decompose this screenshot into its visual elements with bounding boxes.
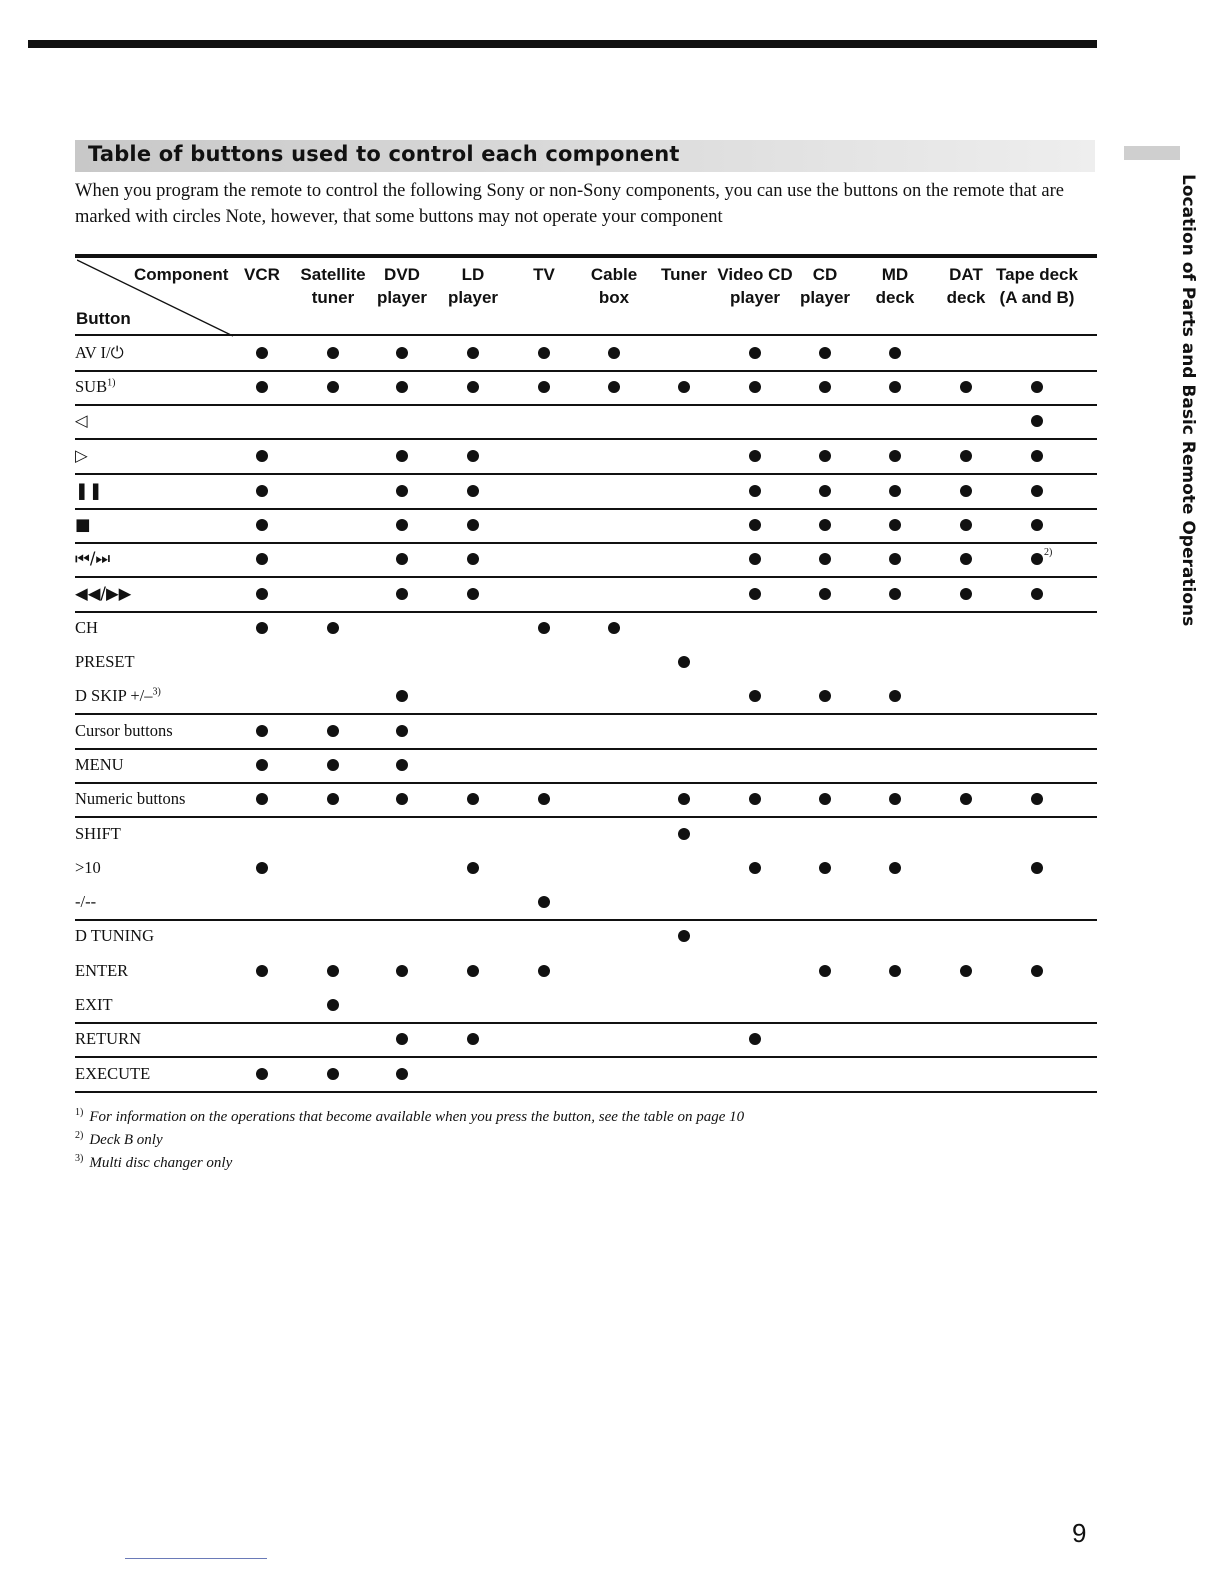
row-label [75,377,115,397]
supported-dot [327,725,339,737]
supported-dot [960,485,972,497]
supported-dot [1031,450,1043,462]
row-label [75,549,110,569]
supported-dot [960,793,972,805]
supported-dot [396,588,408,600]
row-divider [75,816,1097,818]
row-label [75,1064,150,1084]
supported-dot [467,347,479,359]
supported-dot [396,519,408,531]
supported-dot [749,347,761,359]
column-header-line2: player [447,288,499,307]
row-label-text: Cursor buttons [75,721,173,740]
supported-dot [256,347,268,359]
row-label-text: AV I/⏻ [75,343,124,362]
supported-dot [256,519,268,531]
row-label [75,686,161,706]
footnote-reference: 1) [107,377,116,389]
footnote-text: Multi disc changer only [89,1155,233,1171]
supported-dot [749,553,761,565]
row-label [75,481,103,501]
row-label [75,926,154,946]
supported-dot [467,588,479,600]
row-label [75,824,121,844]
supported-dot [1031,793,1043,805]
supported-dot [1031,862,1043,874]
supported-dot [467,485,479,497]
supported-dot [960,519,972,531]
row-divider [75,576,1097,578]
pause-icon: ❚❚ [75,481,103,500]
supported-dot [467,381,479,393]
supported-dot [396,965,408,977]
row-label [75,446,88,466]
page-number: 9 [1072,1518,1087,1548]
row-divider [75,473,1097,475]
column-header-line2: deck [946,288,986,307]
column-header-dat [947,263,986,309]
column-header-tuner [661,263,707,286]
supported-dot [467,450,479,462]
column-header-line1: DAT [949,265,983,284]
bottom-rule [125,1558,267,1559]
row-label-text: Numeric buttons [75,789,186,808]
supported-dot [749,862,761,874]
row-label [75,721,173,741]
supported-dot [749,690,761,702]
supported-dot [1031,381,1043,393]
row-label [75,755,124,775]
supported-dot [819,965,831,977]
supported-dot [327,347,339,359]
supported-dot [819,793,831,805]
column-header-md [876,263,915,309]
supported-dot [749,588,761,600]
supported-dot [889,965,901,977]
section-title: Table of buttons used to control each component [88,142,680,166]
supported-dot [538,965,550,977]
supported-dot [678,930,690,942]
row-label [75,652,135,672]
header-divider [75,334,1097,336]
row-divider [75,713,1097,715]
row-label [75,995,113,1015]
supported-dot [256,553,268,565]
column-header-line1: TV [533,265,555,284]
row-label [75,789,185,809]
supported-dot [467,965,479,977]
supported-dot [256,759,268,771]
supported-dot [327,793,339,805]
supported-dot [1031,519,1043,531]
supported-dot [327,622,339,634]
supported-dot [889,690,901,702]
row-divider [75,782,1097,784]
supported-dot [678,793,690,805]
supported-dot [889,553,901,565]
column-header-line1: CD [812,265,838,284]
supported-dot [327,381,339,393]
footnote-number: 2) [75,1130,84,1141]
supported-dot [538,896,550,908]
column-header-line1: Tape deck [996,265,1078,284]
column-header-vcd [717,263,792,309]
column-header-cd [800,263,850,309]
skip-icon: ⏮/⏭ [75,549,111,568]
supported-dot [396,1033,408,1045]
supported-dot [396,725,408,737]
corner-button-label: Button [76,309,131,328]
row-label-text: >10 [75,858,101,877]
supported-dot [327,1068,339,1080]
row-divider [75,1022,1097,1024]
row-label-text: RETURN [75,1029,141,1048]
supported-dot [256,381,268,393]
footnote-item [75,1102,744,1128]
supported-dot [256,622,268,634]
footnote-number: 1) [75,1107,84,1118]
play-triangle-icon: ▷ [75,446,88,465]
side-tab-marker [1124,146,1180,160]
supported-dot [538,381,550,393]
column-header-line2: box [598,288,630,307]
supported-dot [396,1068,408,1080]
row-label-text: SUB [75,377,108,396]
row-label [75,343,124,363]
supported-dot [819,690,831,702]
column-header-line1: VCR [244,265,280,284]
fast-forward-rewind-icon: ◀◀/▶▶ [75,584,132,603]
supported-dot [889,450,901,462]
supported-dot [749,1033,761,1045]
row-label-text: D SKIP +/– [75,686,153,705]
supported-dot [467,519,479,531]
footnote-reference: 3) [152,686,161,698]
column-header-line2: player [376,288,428,307]
row-label [75,411,88,431]
supported-dot [960,588,972,600]
supported-dot [256,588,268,600]
supported-dot [396,759,408,771]
supported-dot [889,519,901,531]
supported-dot [1031,485,1043,497]
top-rule [28,40,1097,48]
supported-dot [538,793,550,805]
supported-dot [256,450,268,462]
row-label [75,858,101,878]
supported-dot [396,347,408,359]
row-label-text: EXECUTE [75,1064,151,1083]
supported-dot [1031,588,1043,600]
footnote-text: For information on the operations that become available when you press the button, see the table on page 10 [89,1109,745,1125]
supported-dot [1031,965,1043,977]
row-divider [75,1091,1097,1093]
row-label [75,1029,141,1049]
row-label [75,515,91,535]
column-header-line2: player [799,288,851,307]
supported-dot [819,588,831,600]
row-label [75,892,96,912]
row-label [75,961,128,981]
row-label-text: ENTER [75,961,129,980]
supported-dot [749,450,761,462]
supported-dot [819,862,831,874]
supported-dot [467,793,479,805]
supported-dot [256,1068,268,1080]
column-header-sat [300,263,365,309]
supported-dot [960,450,972,462]
supported-dot [1031,415,1043,427]
supported-dot [396,381,408,393]
column-header-cable [591,263,637,309]
supported-dot [256,965,268,977]
supported-dot [678,828,690,840]
supported-dot [1031,553,1043,565]
supported-dot [327,759,339,771]
supported-dot [960,553,972,565]
supported-dot [608,381,620,393]
supported-dot [396,793,408,805]
supported-dot [608,622,620,634]
supported-dot [960,965,972,977]
row-label [75,584,131,604]
supported-dot [678,656,690,668]
supported-dot [396,690,408,702]
rewind-triangle-icon: ◁ [75,411,88,430]
supported-dot [538,622,550,634]
row-label-text: CH [75,618,98,637]
supported-dot [396,553,408,565]
row-divider [75,370,1097,372]
supported-dot [819,485,831,497]
supported-dot [819,347,831,359]
supported-dot [889,381,901,393]
column-header-line1: MD [881,265,909,284]
supported-dot [819,519,831,531]
supported-dot [749,793,761,805]
supported-dot [889,347,901,359]
row-divider [75,1056,1097,1058]
row-divider [75,438,1097,440]
supported-dot [889,485,901,497]
row-divider [75,508,1097,510]
column-header-line1: Tuner [661,265,707,284]
row-label [75,618,98,638]
row-label-text: EXIT [75,995,113,1014]
supported-dot [608,347,620,359]
supported-dot [889,793,901,805]
footnote-reference: 2) [1044,547,1053,558]
supported-dot [327,965,339,977]
supported-dot [256,793,268,805]
row-divider [75,404,1097,406]
supported-dot [256,862,268,874]
column-header-ld [448,263,498,309]
supported-dot [538,347,550,359]
supported-dot [819,450,831,462]
supported-dot [327,999,339,1011]
supported-dot [960,381,972,393]
supported-dot [889,588,901,600]
supported-dot [678,381,690,393]
intro-paragraph: When you program the remote to control the following Sony or non-Sony components, you can use the buttons on the remote that are marked with circles Note, however, that some buttons may not operate your component [75,181,1065,227]
row-divider [75,542,1097,544]
column-header-line2: tuner [311,288,355,307]
row-divider [75,748,1097,750]
supported-dot [467,1033,479,1045]
side-section-label: Location of Parts and Basic Remote Operations [1178,174,1198,627]
stop-icon: ■ [75,515,91,534]
footnote-number: 3) [75,1153,84,1164]
column-header-line2: player [729,288,781,307]
supported-dot [749,485,761,497]
row-label-text: MENU [75,755,124,774]
supported-dot [819,381,831,393]
supported-dot [889,862,901,874]
column-header-vcr [244,263,280,286]
column-header-dvd [377,263,427,309]
column-header-line1: Satellite [300,265,366,284]
supported-dot [749,381,761,393]
row-label-text: SHIFT [75,824,121,843]
row-divider [75,919,1097,921]
column-header-line1: LD [461,265,485,284]
footnote-text: Deck B only [89,1132,163,1148]
column-header-line1: DVD [384,265,420,284]
row-label-text: PRESET [75,652,135,671]
supported-dot [396,450,408,462]
corner-component-label: Component [134,265,229,284]
supported-dot [467,553,479,565]
column-header-line2: deck [875,288,915,307]
supported-dot [467,862,479,874]
column-header-line1: Cable [590,265,638,284]
supported-dot [256,725,268,737]
row-label-text: -/-- [75,892,97,911]
row-divider [75,611,1097,613]
column-header-tv [533,263,555,286]
column-header-line1: Video CD [717,265,793,284]
row-label-text: D TUNING [75,926,154,945]
supported-dot [819,553,831,565]
column-header-line2: (A and B) [999,288,1075,307]
supported-dot [256,485,268,497]
supported-dot [749,519,761,531]
supported-dot [396,485,408,497]
footnote-item [75,1148,232,1174]
column-header-tape [996,263,1078,309]
